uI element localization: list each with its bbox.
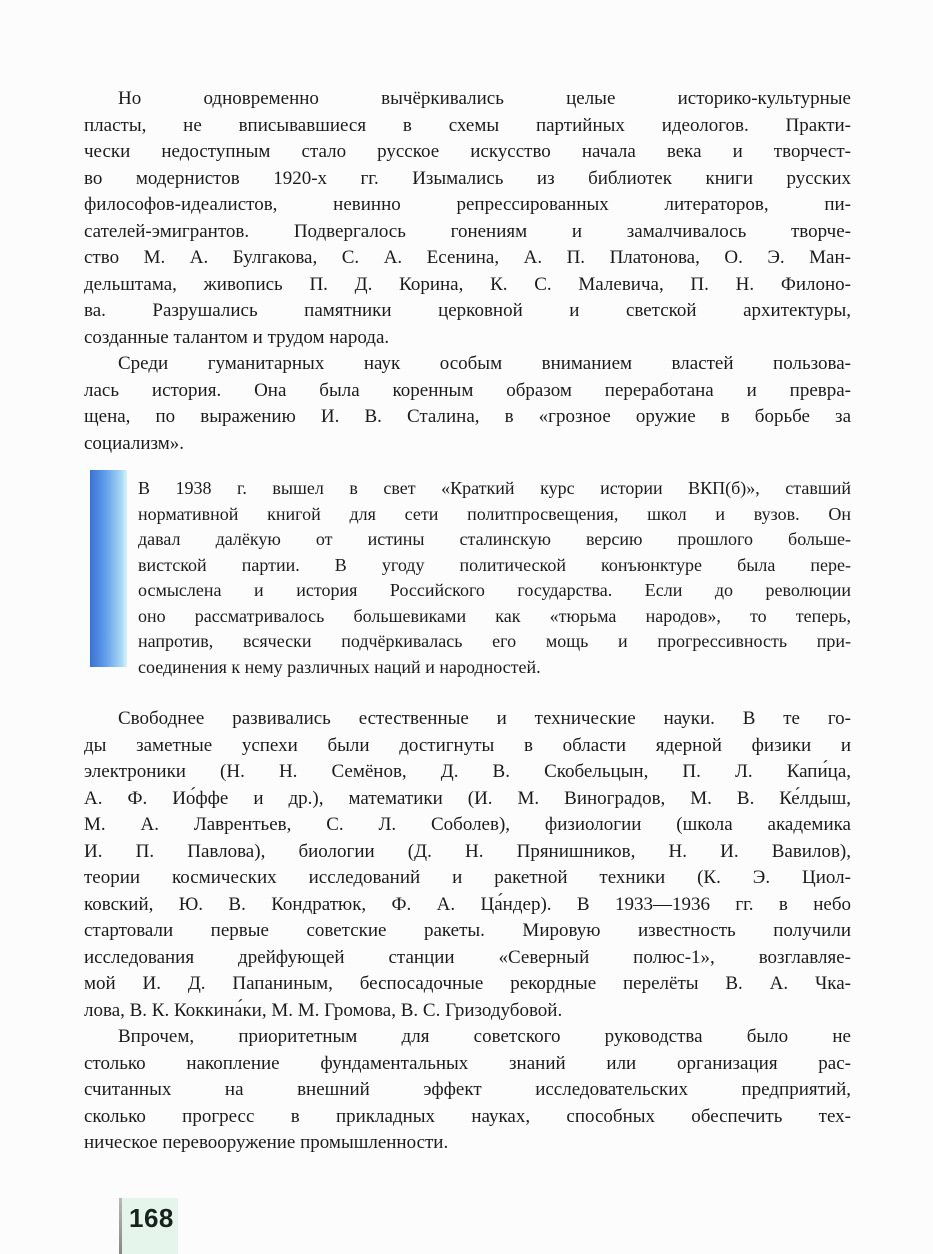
text-line: во модернистов 1920-х гг. Изымались из библиотек книги русских <box>84 167 851 189</box>
text-line: пласты, не вписывавшиеся в схемы партийных идеологов. Практи- <box>84 114 851 136</box>
text-line: электроники (Н. Н. Семёнов, Д. В. Скобельцын, П. Л. Капи́ца, <box>84 761 851 782</box>
text-line: мой И. Д. Папаниным, беспосадочные рекордные перелёты В. А. Чка- <box>84 973 851 994</box>
text-line: сателей-эмигрантов. Подвергалось гонениям и замалчивалось творче- <box>84 220 851 242</box>
text-line: теории космических исследований и ракетной техники (К. Э. Циол- <box>84 867 851 888</box>
text-line: И. П. Павлова), биологии (Д. Н. Прянишников, Н. И. Вавилов), <box>84 840 851 862</box>
text-line: оно рассматривалось большевиками как «тюрьма народов», то теперь, <box>138 605 851 626</box>
text-line: Среди гуманитарных наук особым вниманием властей пользова- <box>118 353 851 374</box>
text-line: напротив, всячески подчёркивалась его мощь и прогрессивность при- <box>138 631 851 651</box>
text-line: ническое перевооружение промышленности. <box>84 1132 449 1153</box>
text-line: ковский, Ю. В. Кондратюк, Ф. А. Ца́ндер). В 1933—1936 гг. в небо <box>84 893 851 915</box>
text-line: созданные талантом и трудом народа. <box>84 326 390 348</box>
inset-note <box>84 476 851 680</box>
text-line: ва. Разрушались памятники церковной и светской архитектуры, <box>84 300 851 321</box>
text-line: ды заметные успехи были достигнуты в области ядерной физики и <box>84 734 851 756</box>
text-line: давал далёкую от истины сталинскую версию прошлого больше- <box>138 529 851 549</box>
page-number-badge <box>122 1198 178 1254</box>
text-line: соединения к нему различных наций и народностей. <box>138 656 541 677</box>
text-line: осмыслена и история Российского государства. Если до революции <box>138 580 851 600</box>
text-line: дельштама, живопись П. Д. Корина, К. С. Малевича, П. Н. Филоно- <box>84 273 851 295</box>
text-line: стартовали первые советские ракеты. Мировую известность получили <box>84 920 851 941</box>
text-line: исследования дрейфующей станции «Северный полюс-1», возглавляе- <box>84 946 851 968</box>
text-line: считанных на внешний эффект исследовательских предприятий, <box>84 1079 851 1100</box>
text-line: лова, В. К. Коккина́ки, М. М. Громова, В. С. Гризодубовой. <box>84 999 563 1021</box>
text-line: нормативной книгой для сети политпросвещения, школ и вузов. Он <box>138 503 851 524</box>
text-line: чески недоступным стало русское искусство начала века и творчест- <box>84 141 851 162</box>
text-line: столько накопление фундаментальных знаний или организация рас- <box>84 1052 851 1074</box>
text-line: Но одновременно вычёркивались целые историко-культурные <box>118 88 851 109</box>
text-line: М. А. Лаврентьев, С. Л. Соболев), физиологии (школа академика <box>84 814 851 835</box>
text-line: вистской партии. В угоду политической конъюнктуре была пере- <box>138 554 851 575</box>
text-line: социализм». <box>84 432 185 454</box>
text-line: сколько прогресс в прикладных науках, способных обеспечить тех- <box>84 1105 851 1127</box>
text-line: философов-идеалистов, невинно репрессированных литераторов, пи- <box>84 194 851 215</box>
paragraph-culture-purge <box>84 86 851 351</box>
text-line: А. Ф. Ио́ффе и др.), математики (И. М. Виноградов, М. В. Ке́лдыш, <box>84 787 851 809</box>
text-line: Впрочем, приоритетным для советского руководства было не <box>118 1026 851 1047</box>
paragraph-history-science <box>84 351 851 457</box>
text-column <box>84 86 851 1157</box>
text-line: лась история. Она была коренным образом переработана и превра- <box>84 379 851 401</box>
inset-note-text <box>138 476 851 680</box>
paragraph-natural-sciences <box>84 706 851 1024</box>
page-number: 168 <box>129 1203 174 1233</box>
paragraph-applied-priority <box>84 1024 851 1157</box>
text-line: щена, по выражению И. В. Сталина, в «грозное оружие в борьбе за <box>84 406 851 427</box>
text-line: ство М. А. Булгакова, С. А. Есенина, А. П. Платонова, О. Э. Ман- <box>84 247 851 268</box>
text-line: Свободнее развивались естественные и технические науки. В те го- <box>118 708 851 729</box>
text-line: В 1938 г. вышел в свет «Краткий курс истории ВКП(б)», ставший <box>138 478 851 498</box>
inset-accent-bar <box>90 470 127 667</box>
